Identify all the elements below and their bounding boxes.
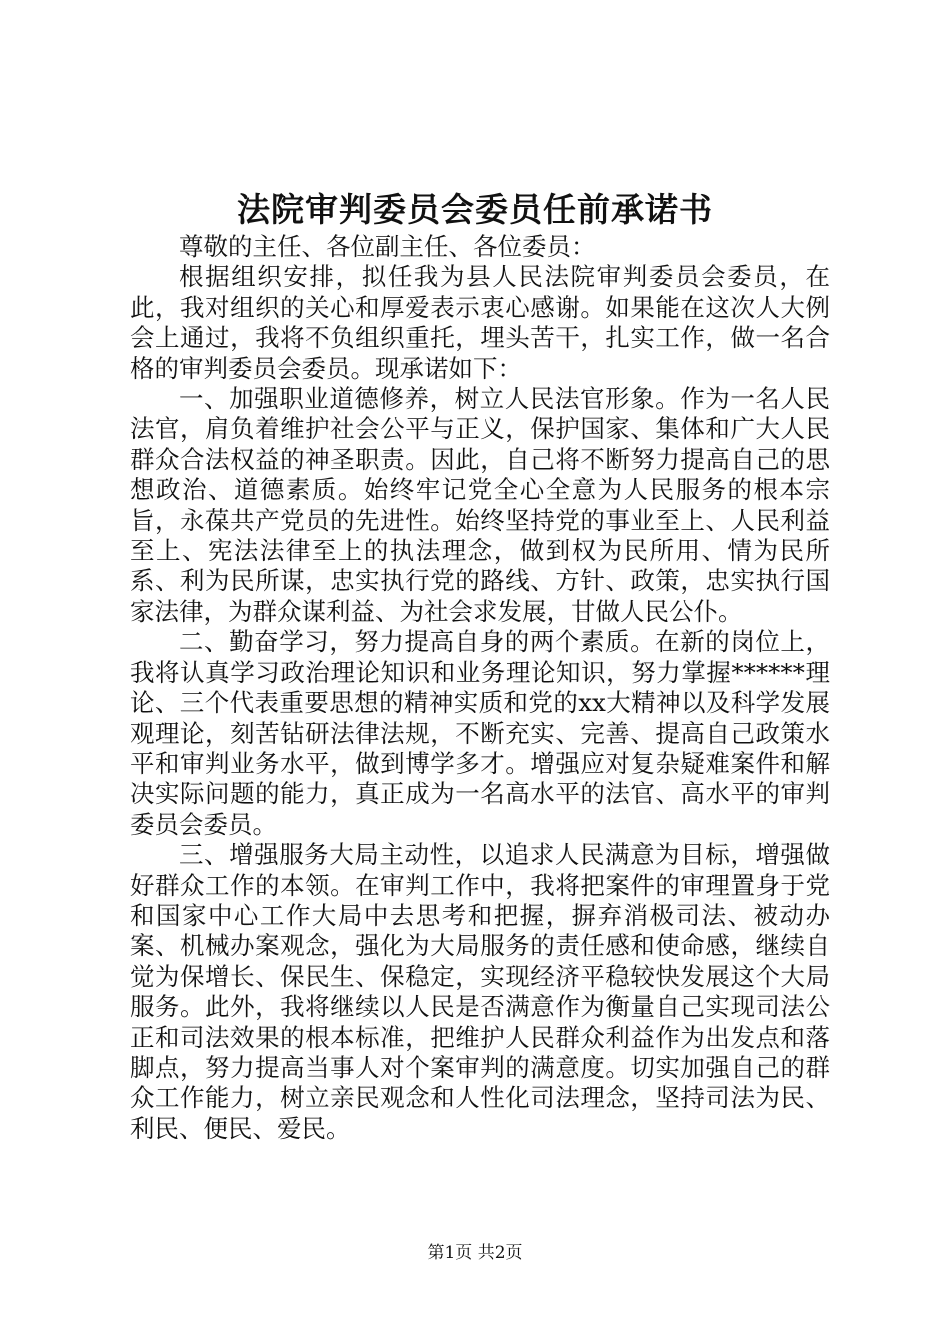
document-body xyxy=(130,232,830,1144)
commitment-paragraph-3: 三、增强服务大局主动性，以追求人民满意为目标，增强做好群众工作的本领。在审判工作中，我将把案件的审理置身于党和国家中心工作大局中去思考和把握，摒弃消极司法、被动办案、机械办案观念，强化为大局服务的责任感和使命感，继续自觉为保增长、保民生、保稳定，实现经济平稳较快发展这个大局服务。此外，我将继续以人民是否满意作为衡量自己实现司法公正和司法效果的根本标准，把维护人民群众利益作为出发点和落脚点，努力提高当事人对个案审判的满意度。切实加强自己的群众工作能力，树立亲民观念和人性化司法理念，坚持司法为民、利民、便民、爱民。 xyxy=(130,840,830,1143)
commitment-paragraph-1: 一、加强职业道德修养，树立人民法官形象。作为一名人民法官，肩负着维护社会公平与正义，保护国家、集体和广大人民群众合法权益的神圣职责。因此，自己将不断努力提高自己的思想政治、道德素质。始终牢记党全心全意为人民服务的根本宗旨，永葆共产党员的先进性。始终坚持党的事业至上、人民利益至上、宪法法律至上的执法理念，做到权为民所用、情为民所系、利为民所谋，忠实执行党的路线、方针、政策，忠实执行国家法律，为群众谋利益、为社会求发展，甘做人民公仆。 xyxy=(130,384,830,626)
salutation: 尊敬的主任、各位副主任、各位委员： xyxy=(179,232,596,261)
document-title: 法院审判委员会委员任前承诺书 xyxy=(237,190,713,229)
page-number-footer: 第1页 共2页 xyxy=(427,1243,523,1263)
commitment-paragraph-2: 二、勤奋学习，努力提高自身的两个素质。在新的岗位上，我将认真学习政治理论知识和业务理论知识，努力掌握******理论、三个代表重要思想的精神实质和党的xx大精神以及科学发展观理论，刻苦钻研法律法规，不断充实、完善、提高自己政策水平和审判业务水平，做到博学多才。增强应对复杂疑难案件和解决实际问题的能力，真正成为一名高水平的法官、高水平的审判委员会委员。 xyxy=(130,627,830,839)
intro-paragraph: 根据组织安排，拟任我为县人民法院审判委员会委员，在此，我对组织的关心和厚爱表示衷心感谢。如果能在这次人大例会上通过，我将不负组织重托，埋头苦干，扎实工作，做一名合格的审判委员会委员。现承诺如下： xyxy=(130,262,830,383)
